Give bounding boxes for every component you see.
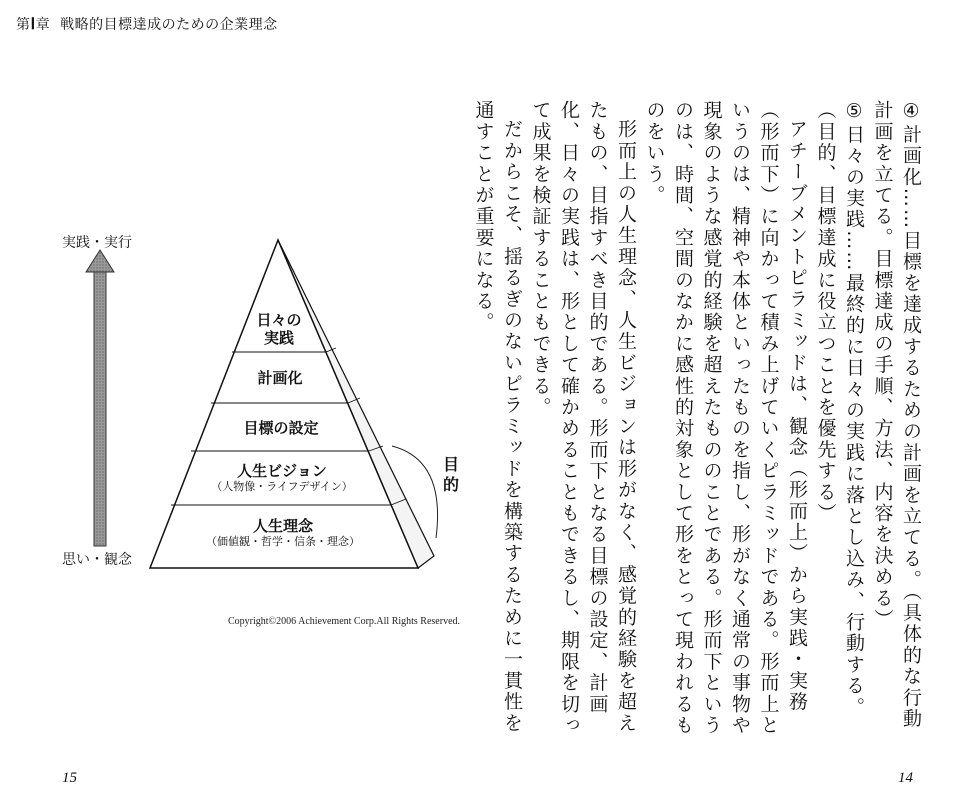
axis-top-label: 実践・実行 [62,235,132,251]
layer-planning-label: 計画化 [257,369,303,387]
layer-life-vision-sub: （人物像・ライフデザイン） [211,480,353,493]
purpose-label [441,455,461,495]
chapter-number: Ⅰ [30,16,36,33]
paragraph-pyramid: アチーブメントピラミッドは、観念（形而上）から実践・実務（形而下）に向かって積み上げていくピラミッドである。形而上というのは、精神や本体といったものを指し、形がなく通常の事物や現象のような感覚的経験を超えたもののことである。形而下というのは、時間、空間のなかに感性的対象として形をとって現われるものをいう。 [643,100,808,736]
item-planning: ④計画化……目標を達成するための計画を立てる。（具体的な行動計画を立てる。目標達成の手順、方法、内容を決める） [871,100,922,730]
paragraph-metaphysical: 形而上の人生理念、人生ビジョンは形がなく、感覚的経験を超えたもの、目指すべき目的である。形而下となる目標の設定、計画化、日々の実践は、形として確かめることもできるし、期限を切って成果を検証することもできる。 [529,100,637,736]
paragraph-consistency: だからこそ、揺るぎのないピラミッドを構築するために一貫性を通すことが重要になる。 [472,100,523,734]
layer-life-philosophy [206,517,360,549]
chapter-title: 戦略的目標達成のための企業理念 [60,17,278,33]
layer-daily-practice [256,311,301,347]
layer-life-vision-label: 人生ビジョン [237,462,327,480]
purpose-char-2: 的 [442,475,459,494]
layer-life-philosophy-sub: （価値観・哲学・信条・理念） [206,535,360,548]
page-number-right: 14 [898,770,913,786]
item-daily-practice: ⑤日々の実践……最終的に日々の実践に落とし込み、行動する。（目的、目標達成に役立つことを優先する） [814,100,865,718]
chapter-prefix: 第 [16,17,31,33]
layer-daily-practice-line2: 実践 [263,329,295,347]
layer-daily-practice-line1: 日々の [256,311,302,329]
layer-life-philosophy-label: 人生理念 [252,517,313,535]
layer-planning [257,369,302,387]
purpose-char-1: 目 [442,455,459,474]
vertical-text-page [472,100,925,740]
page-number-left: 15 [62,770,77,786]
axis-bottom-label: 思い・観念 [62,552,132,568]
layer-life-vision [211,462,353,494]
arrow-head [86,250,114,272]
chapter-suffix: 章 [35,17,51,33]
arrow-shaft [94,268,106,546]
layer-goal-setting [243,419,318,437]
layer-goal-setting-label: 目標の設定 [243,419,319,437]
copyright-notice: Copyright©2006 Achievement Corp.All Rights Reserved. [228,616,461,627]
